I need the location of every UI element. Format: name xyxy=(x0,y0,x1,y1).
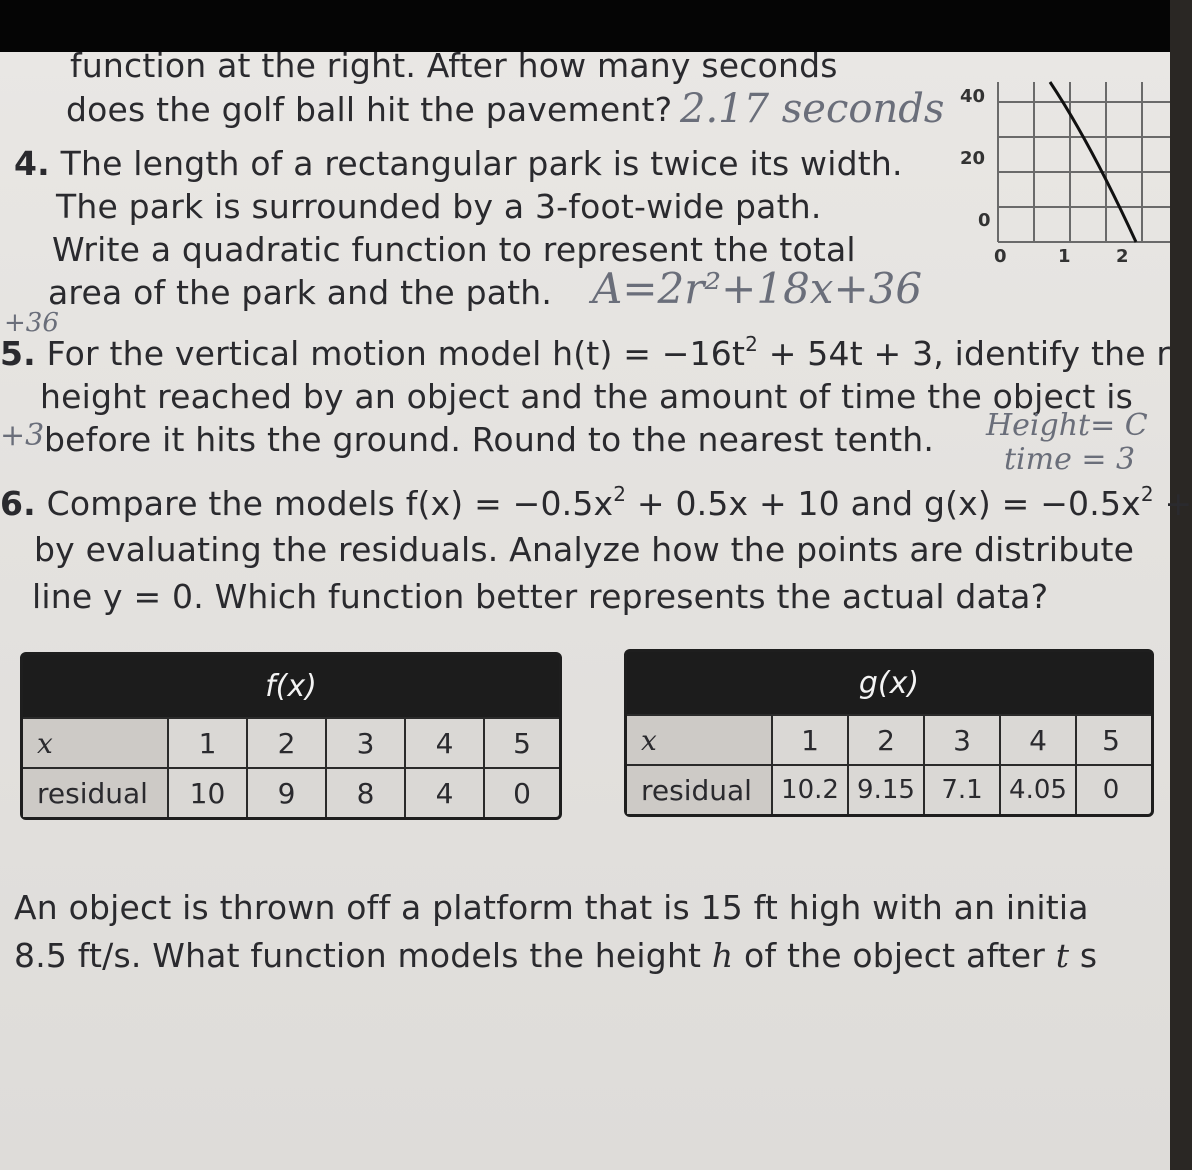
y-tick-20: 20 xyxy=(960,148,986,169)
graph-svg xyxy=(940,82,1170,282)
problem6-line1 xyxy=(0,482,1192,523)
graph-curve xyxy=(1050,82,1136,242)
problem6-f-exp: 2 xyxy=(613,482,627,506)
table-g-residual-label: residual xyxy=(627,766,771,814)
top-shadow xyxy=(0,0,1170,52)
problem5-answer-height: Height= C xyxy=(986,408,1148,443)
problem7-text-b: of the object after xyxy=(733,936,1056,975)
table-g-x-cell: 4 xyxy=(999,716,1075,764)
problem4-line3: Write a quadratic function to represent the total xyxy=(52,230,856,269)
table-f-x-label: x xyxy=(23,719,167,767)
worksheet-page xyxy=(0,46,1192,1170)
problem4-line1 xyxy=(14,144,903,183)
problem3-line1: function at the right. After how many seconds xyxy=(70,46,838,85)
problem3-line2: does the golf ball hit the pavement? xyxy=(66,90,673,129)
problem7-var-t: t xyxy=(1055,936,1070,975)
table-f-x-cell: 3 xyxy=(325,719,404,767)
table-g-x-cell: 1 xyxy=(771,716,847,764)
table-f-x-cell: 5 xyxy=(483,719,559,767)
table-g-title: g(x) xyxy=(627,652,1151,714)
problem3-answer: 2.17 seconds xyxy=(680,86,945,132)
table-g-x-cell: 3 xyxy=(923,716,999,764)
table-f-x-row xyxy=(23,717,559,767)
problem6-text-b: + 0.5x + 10 and xyxy=(626,484,924,523)
table-g-x-label: x xyxy=(627,716,771,764)
problem5-number: 5. xyxy=(0,334,36,373)
problem5-margin-note: +3 xyxy=(0,418,45,453)
problem5-line3: before it hits the ground. Round to the nearest tenth. xyxy=(44,420,935,459)
problem6-g-exp: 2 xyxy=(1140,482,1154,506)
problem4-number: 4. xyxy=(14,144,50,183)
problem6-text-c: + xyxy=(1153,484,1192,523)
table-g-residual-cell: 0 xyxy=(1075,766,1145,814)
table-g-residual-row xyxy=(627,764,1151,814)
table-f-x-cell: 1 xyxy=(167,719,246,767)
table-f-residual-label: residual xyxy=(23,769,167,817)
table-f-x-cell: 4 xyxy=(404,719,483,767)
problem5-line1 xyxy=(0,332,1170,373)
problem4-answer: A=2r²+18x+36 xyxy=(592,264,923,313)
golf-ball-graph xyxy=(940,82,1170,312)
problem7-var-h: h xyxy=(711,936,734,975)
x-tick-1: 1 xyxy=(1058,246,1071,267)
table-f-residual-cell: 9 xyxy=(246,769,325,817)
table-g-residual-cell: 4.05 xyxy=(999,766,1075,814)
problem7-text-c: s xyxy=(1069,936,1098,975)
table-f-residual-cell: 0 xyxy=(483,769,559,817)
y-tick-0: 0 xyxy=(978,210,991,231)
problem4-text1: The length of a rectangular park is twice its width. xyxy=(60,144,903,183)
problem4-line2: The park is surrounded by a 3-foot-wide path. xyxy=(56,187,822,226)
problem5-exponent: 2 xyxy=(745,332,759,356)
table-g-x-cell: 2 xyxy=(847,716,923,764)
problem5-text1: For the vertical motion model h(t) = −16t xyxy=(46,334,746,373)
problem6-g-model: g(x) = −0.5x xyxy=(923,484,1141,523)
table-f-title: f(x) xyxy=(23,655,559,717)
problem6-number: 6. xyxy=(0,484,36,523)
problem5-text1-rest: + 54t + 3, identify the r xyxy=(758,334,1171,373)
table-g-x-row xyxy=(627,714,1151,764)
table-f-residual-cell: 10 xyxy=(167,769,246,817)
table-g-residual-cell: 10.2 xyxy=(771,766,847,814)
table-f-residual-row xyxy=(23,767,559,817)
problem6-line3: line y = 0. Which function better represents the actual data? xyxy=(32,577,1049,616)
table-f-residual-cell: 8 xyxy=(325,769,404,817)
problem4-margin-note: +36 xyxy=(4,308,59,338)
table-g-x-cell: 5 xyxy=(1075,716,1145,764)
problem6-text-a: Compare the models xyxy=(46,484,406,523)
problem5-answer-time: time = 3 xyxy=(1004,442,1136,477)
table-f-x-cell: 2 xyxy=(246,719,325,767)
x-tick-0: 0 xyxy=(994,246,1007,267)
table-f xyxy=(20,652,562,820)
problem4-line4: area of the park and the path. xyxy=(48,273,553,312)
problem5-line2: height reached by an object and the amount of time the object is xyxy=(40,377,1133,416)
table-g-residual-cell: 9.15 xyxy=(847,766,923,814)
problem7-text-a: 8.5 ft/s. What function models the height xyxy=(14,936,712,975)
table-g xyxy=(624,649,1154,817)
problem7-line1: An object is thrown off a platform that is 15 ft high with an initia xyxy=(14,888,1089,927)
x-tick-2: 2 xyxy=(1116,246,1129,267)
table-f-residual-cell: 4 xyxy=(404,769,483,817)
table-g-residual-cell: 7.1 xyxy=(923,766,999,814)
problem7-line2 xyxy=(14,936,1097,975)
problem6-line2: by evaluating the residuals. Analyze how the points are distribute xyxy=(34,530,1135,569)
y-tick-40: 40 xyxy=(960,86,986,107)
problem6-f-model: f(x) = −0.5x xyxy=(405,484,614,523)
